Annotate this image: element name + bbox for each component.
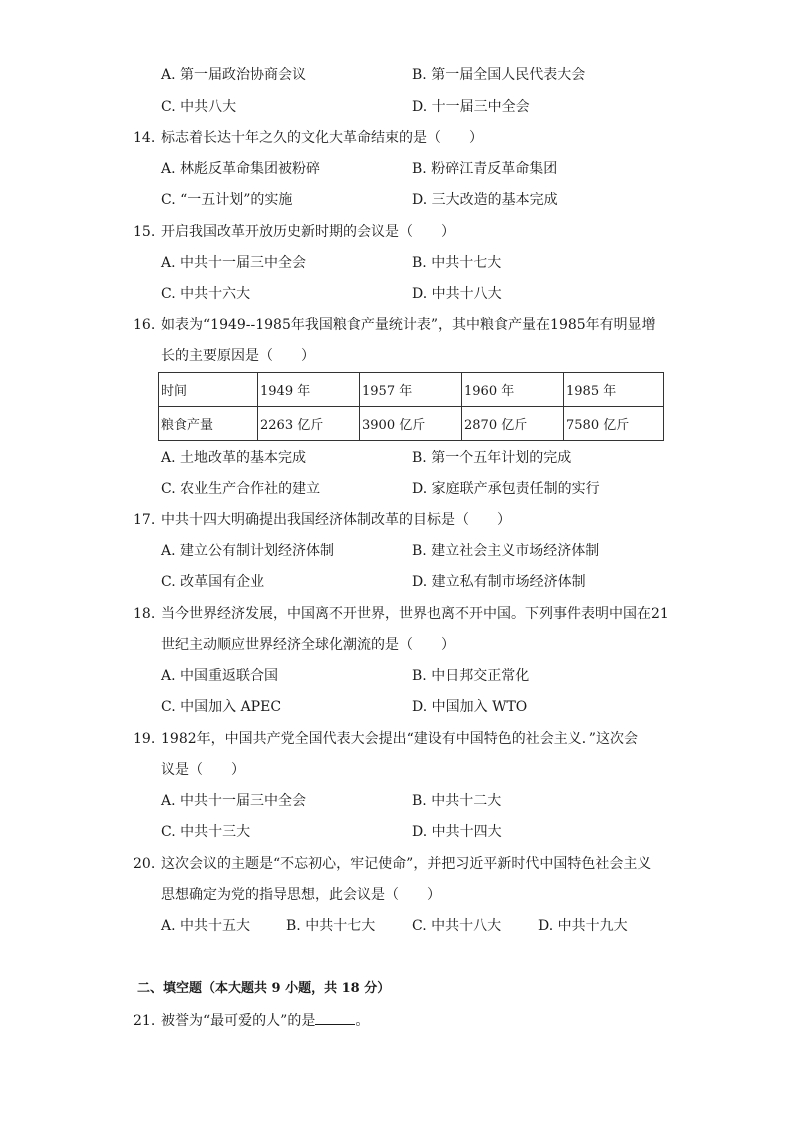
q16-option-c: C. 农业生产合作社的建立 [161,481,321,497]
q17-option-c: C. 改革国有企业 [161,574,265,590]
q13-option-a: A. 第一届政治协商会议 [161,67,307,83]
q18-stem-row-1 [0,603,794,625]
q20-stem-row-1 [0,853,794,875]
q14-option-c: C. “一五计划”的实施 [161,192,293,208]
table-cell: 2263 亿斤 [258,407,360,441]
table-cell: 粮食产量 [159,407,258,441]
q19-stem-row-1 [0,728,794,750]
q15-option-c: C. 中共十六大 [161,286,251,302]
q21-stem [161,1010,369,1032]
q18-option-c: C. 中国加入 APEC [161,699,282,715]
q17-stem: 中共十四大明确提出我国经济体制改革的目标是（ ） [161,512,511,528]
q19-stem-line-2: 议是（ ） [161,762,245,778]
q20-option-a: A. 中共十五大 [161,918,251,934]
q20-options-row [0,915,794,937]
q20-number: 20. [133,856,156,872]
q15-option-a: A. 中共十一届三中全会 [161,255,307,271]
q13-options-row-1 [0,64,794,86]
q14-option-d: D. 三大改造的基本完成 [412,192,558,208]
q15-option-d: D. 中共十八大 [412,286,502,302]
q15-option-b: B. 中共十七大 [412,255,502,271]
q18-option-a: A. 中国重返联合国 [161,668,279,684]
table-cell: 1949 年 [258,373,360,407]
q16-stem-line-1: 如表为“1949--1985年我国粮食产量统计表”，其中粮食产量在1985年有明显增 [161,317,656,333]
q14-stem-row [0,127,794,149]
section-title: 二、填空题（本大题共 9 小题，共 18 分） [137,981,391,996]
q15-options-row-2 [0,283,794,305]
section-heading-row [0,978,794,1000]
q15-stem: 开启我国改革开放历史新时期的会议是（ ） [161,224,455,240]
q18-stem-row-2 [0,634,794,656]
q19-stem-row-2 [0,759,794,781]
q17-stem-row [0,509,794,531]
q13-options-row-2 [0,96,794,118]
q16-options-row-2 [0,478,794,500]
q14-stem: 标志着长达十年之久的文化大革命结束的是（ ） [161,130,483,146]
q17-options-row-1 [0,540,794,562]
table-cell: 1985 年 [564,373,664,407]
q21-stem-end: 。 [355,1013,370,1029]
q20-stem-row-2 [0,884,794,906]
q17-options-row-2 [0,571,794,593]
q20-stem-line-1: 这次会议的主题是“不忘初心，牢记使命”，并把习近平新时代中国特色社会主义 [161,856,652,872]
q21-stem-row [0,1010,794,1032]
q17-number: 17. [133,512,156,528]
q19-option-a: A. 中共十一届三中全会 [161,793,307,809]
q16-option-b: B. 第一个五年计划的完成 [412,450,572,466]
q15-options-row-1 [0,252,794,274]
q18-option-b: B. 中日邦交正常化 [412,668,530,684]
q19-options-row-1 [0,790,794,812]
table-cell: 2870 亿斤 [462,407,564,441]
q19-stem-line-1: 1982年，中国共产党全国代表大会提出“建设有中国特色的社会主义．”这次会 [161,731,638,747]
q16-option-a: A. 土地改革的基本完成 [161,450,307,466]
table-row [159,407,664,441]
q15-number: 15. [133,224,156,240]
q20-stem-line-2: 思想确定为党的指导思想，此会议是（ ） [161,887,441,903]
q14-options-row-1 [0,158,794,180]
answer-blank[interactable] [315,1010,355,1025]
table-cell: 3900 亿斤 [360,407,462,441]
q13-option-b: B. 第一届全国人民代表大会 [412,67,586,83]
table-cell: 1960 年 [462,373,564,407]
q16-stem-row-1 [0,314,794,336]
table-cell: 7580 亿斤 [564,407,664,441]
q20-option-d: D. 中共十九大 [538,918,628,934]
q14-option-a: A. 林彪反革命集团被粉碎 [161,161,321,177]
q14-number: 14. [133,130,156,146]
q18-options-row-2 [0,696,794,718]
q16-options-row-1 [0,447,794,469]
q18-number: 18. [133,606,156,622]
q17-option-d: D. 建立私有制市场经济体制 [412,574,586,590]
q21-stem-text: 被誉为“最可爱的人”的是 [161,1013,316,1029]
q15-stem-row [0,221,794,243]
q14-option-b: B. 粉碎江青反革命集团 [412,161,558,177]
q18-option-d: D. 中国加入 WTO [412,699,528,715]
q21-number: 21. [133,1013,156,1029]
q16-number: 16. [133,317,156,333]
q18-stem-line-1: 当今世界经济发展，中国离不开世界，世界也离不开中国。下列事件表明中国在21 [161,606,669,622]
q17-option-a: A. 建立公有制计划经济体制 [161,543,335,559]
q18-stem-line-2: 世纪主动顺应世界经济全球化潮流的是（ ） [161,637,455,653]
table-header-row [159,373,664,407]
q19-option-d: D. 中共十四大 [412,824,502,840]
q14-options-row-2 [0,189,794,211]
q20-option-c: C. 中共十八大 [412,918,502,934]
q16-option-d: D. 家庭联产承包责任制的实行 [412,481,600,497]
q17-option-b: B. 建立社会主义市场经济体制 [412,543,600,559]
grain-output-table [158,372,664,441]
table-cell: 1957 年 [360,373,462,407]
q19-options-row-2 [0,821,794,843]
q16-stem-line-2: 长的主要原因是（ ） [161,348,315,364]
q19-option-c: C. 中共十三大 [161,824,251,840]
q13-option-d: D. 十一届三中全会 [412,99,530,115]
q13-option-c: C. 中共八大 [161,99,237,115]
q16-stem-row-2 [0,345,794,367]
q19-number: 19. [133,731,156,747]
table-cell: 时间 [159,373,258,407]
q20-option-b: B. 中共十七大 [286,918,376,934]
q19-option-b: B. 中共十二大 [412,793,502,809]
q18-options-row-1 [0,665,794,687]
